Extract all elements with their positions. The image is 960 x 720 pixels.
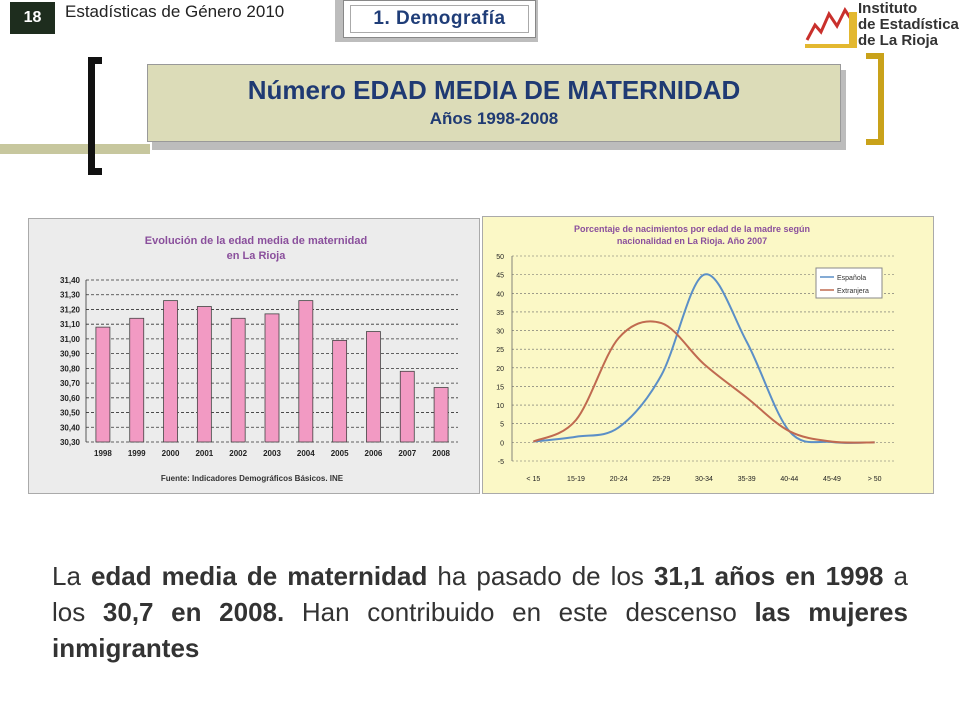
body-text-part: Han contribuido en este descenso: [284, 597, 755, 627]
chart1-xtick-label: 2000: [161, 449, 180, 458]
logo-text: [858, 1, 959, 49]
body-text-part: La: [52, 561, 91, 591]
chart2-xtick-label: 30-34: [695, 476, 713, 483]
line-chart-births-by-age: [482, 216, 934, 494]
chart2-ytick-label: 0: [500, 440, 504, 448]
chart2-xtick-label: 45-49: [823, 476, 841, 483]
chart1-bar: [400, 371, 414, 442]
chart1-ytick-label: 30,40: [59, 423, 80, 433]
chart2-subtitle: nacionalidad en La Rioja. Año 2007: [616, 236, 768, 246]
chart1-bar: [265, 314, 279, 442]
chart1-bar: [299, 301, 313, 442]
chart1-ytick-label: 31,40: [59, 276, 80, 285]
chart2-ytick-label: 40: [496, 291, 504, 299]
chart1-bar: [434, 388, 448, 442]
chart1-bar: [366, 332, 380, 442]
body-text-part: ha pasado de los: [427, 561, 654, 591]
left-decorative-bar: [0, 144, 150, 154]
header-caption: Estadísticas de Género 2010: [65, 2, 285, 21]
chart1-ytick-label: 31,00: [59, 334, 80, 344]
chart1-ytick-label: 30,70: [59, 379, 80, 389]
chart2-background: [483, 217, 934, 494]
chart2-xtick-label: 15-19: [567, 476, 585, 483]
chart1-xtick-label: 2007: [398, 449, 417, 458]
chart1-ytick-label: 31,30: [59, 290, 80, 300]
chart2-legend: [816, 268, 882, 298]
chart1-ytick-label: 30,80: [59, 364, 80, 374]
chart1-subtitle: en La Rioja: [226, 250, 286, 262]
logo-line: Instituto: [858, 0, 918, 17]
logo-line: de La Rioja: [858, 32, 939, 49]
chart1-xtick-label: 1999: [127, 449, 146, 458]
chart1-xtick-label: 2002: [229, 449, 248, 458]
page-title: Número EDAD MEDIA DE MATERNIDAD: [247, 75, 741, 105]
chart2-xtick-label: 40-44: [780, 476, 799, 483]
legend-label-extranjera: Extranjera: [837, 288, 869, 295]
chart1-bar: [96, 327, 110, 442]
chart2-title: Porcentaje de nacimientos por edad de la madre según: [573, 224, 811, 234]
chart2-ytick-label: 35: [496, 309, 504, 317]
legend-label-espanola: Española: [837, 275, 867, 282]
section-tab-inner: [350, 5, 529, 33]
chart1-ytick-label: 30,60: [59, 393, 80, 403]
chart2-ytick-label: 25: [496, 347, 504, 355]
chart1-xtick-label: 2001: [195, 449, 214, 458]
chart1-ytick-label: 31,10: [59, 320, 80, 330]
chart2-ytick-label: 15: [496, 384, 504, 392]
chart2-ytick-label: 30: [496, 328, 504, 336]
chart2-ytick-label: -5: [497, 459, 504, 466]
chart1-bar: [231, 318, 245, 442]
chart1-ytick-label: 30,30: [59, 438, 80, 447]
body-text-part: a los: [52, 561, 909, 627]
page-subtitle: Años 1998-2008: [429, 109, 559, 128]
chart2-xtick-label: 20-24: [609, 476, 628, 483]
chart1-bar: [164, 301, 178, 442]
section-tab-label: 1. Demografía: [373, 8, 506, 29]
chart1-bar: [197, 307, 211, 442]
logo-line: de Estadística: [858, 16, 959, 33]
chart1-bar: [130, 318, 144, 442]
chart2-xtick-label: 35-39: [737, 476, 756, 483]
body-highlight: 31,1 años en 1998: [653, 561, 884, 591]
body-highlight: 30,7 en 2008.: [102, 597, 285, 627]
left-bracket: [88, 57, 102, 175]
section-tab[interactable]: [343, 0, 536, 38]
chart2-xtick-label: < 15: [526, 476, 541, 483]
right-bracket: [866, 53, 884, 145]
chart1-xtick-label: 2003: [263, 449, 281, 458]
chart2-ytick-label: 50: [496, 254, 504, 261]
chart1-ytick-label: 31,20: [59, 305, 80, 315]
summary-paragraph: [52, 558, 908, 666]
chart1-xtick-label: 2006: [364, 449, 383, 458]
chart1-bar: [333, 340, 347, 442]
chart2-ytick-label: 10: [496, 403, 504, 411]
title-box: [147, 64, 841, 142]
chart2-ytick-label: 20: [496, 365, 504, 373]
chart1-source: Fuente: Indicadores Demográficos Básicos. INE: [160, 474, 344, 483]
chart2-ytick-label: 45: [496, 272, 504, 280]
chart2-xtick-label: 25-29: [652, 476, 671, 483]
bar-chart-maternity-age: [28, 218, 480, 494]
body-highlight: las mujeres inmigrantes: [52, 597, 908, 663]
chart1-xtick-label: 1998: [94, 449, 112, 458]
chart1-title: Evolución de la edad media de maternidad: [144, 235, 368, 247]
chart1-ytick-label: 30,90: [59, 349, 80, 359]
chart1-xtick-label: 2008: [432, 449, 450, 458]
body-highlight: edad media de maternidad: [90, 561, 428, 591]
chart2-xtick-label: > 50: [867, 476, 882, 483]
chart1-ytick-label: 30,50: [59, 408, 80, 418]
chart2-ytick-label: 5: [500, 421, 504, 429]
chart2-xticks: [526, 476, 881, 483]
page-number-badge: 18: [10, 2, 55, 34]
chart1-xtick-label: 2004: [296, 449, 315, 458]
logo-graph-icon: [805, 0, 865, 52]
chart1-xtick-label: 2005: [330, 449, 349, 458]
